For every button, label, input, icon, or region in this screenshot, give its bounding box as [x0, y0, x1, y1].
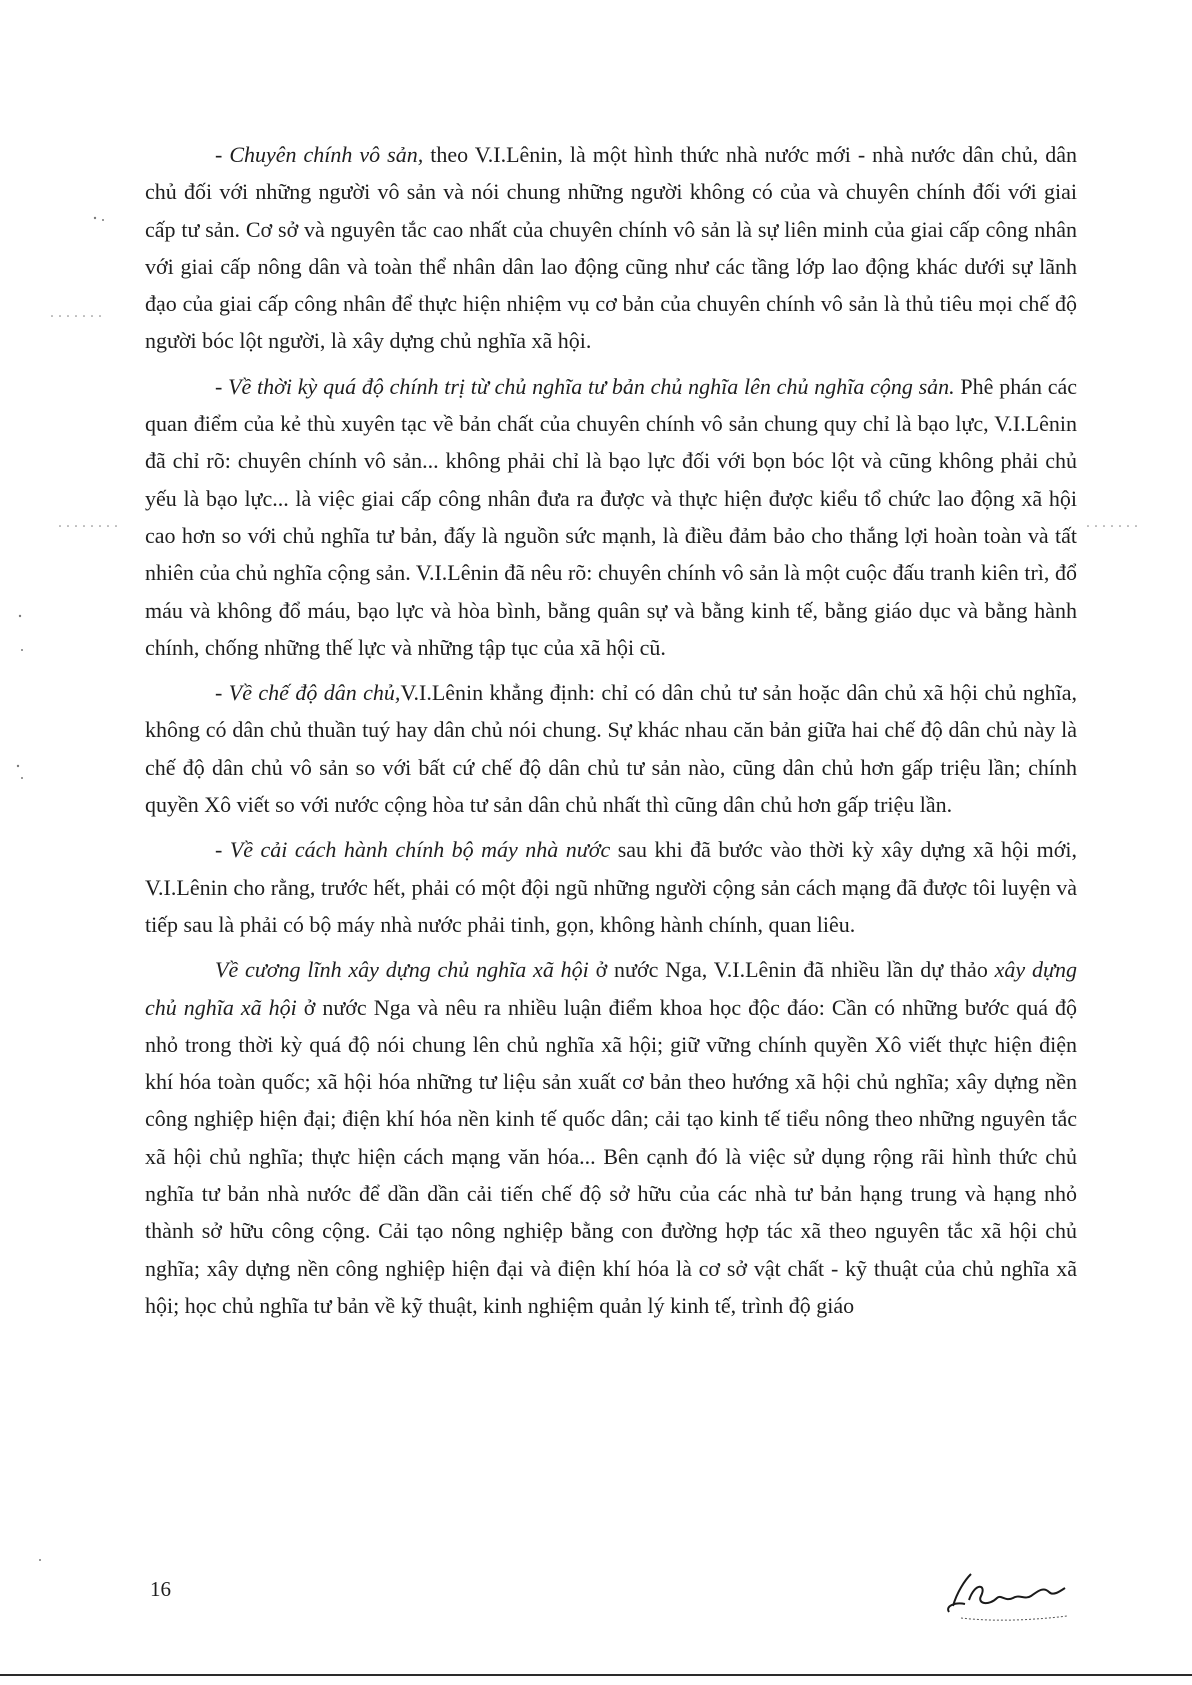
paragraph-socialist-program	[145, 951, 1077, 1324]
handwritten-signature-icon	[935, 1562, 1085, 1632]
paragraph-administrative-reform	[145, 831, 1077, 943]
italic-lead: Chuyên chính vô sản,	[229, 142, 424, 167]
scan-bottom-edge	[0, 1674, 1192, 1676]
paragraph-text: ở nước Nga, V.I.Lênin đã nhiều lần dự thảo	[588, 957, 995, 983]
italic-lead: Về chế độ dân chủ,	[228, 680, 401, 706]
page-number: 16	[150, 1577, 171, 1601]
paragraph-democracy	[145, 674, 1077, 823]
paragraph-text: V.I.Lênin khẳng định: chỉ có dân chủ tư sản hoặc dân chủ xã hội chủ nghĩa, không có dân chủ thuần tuý hay dân chủ nói chung. Sự khác nhau căn bản giữa hai chế độ dân chủ này là chế độ dân chủ vô sản so với bất cứ chế độ dân chủ tư sản nào, cũng dân chủ hơn gấp triệu lần; chính quyền Xô viết so với nước cộng hòa tư sản dân chủ nhất thì cũng dân chủ hơn gấp triệu lần.	[145, 680, 1078, 818]
paragraph-proletarian-dictatorship	[145, 136, 1077, 360]
paragraph-text: theo V.I.Lênin, là một hình thức nhà nước mới - nhà nước dân chủ, dân chủ đối với những người vô sản và nói chung những người không có của và chuyên chính đối với giai cấp tư sản. Cơ sở và nguyên tắc cao nhất của chuyên chính vô sản là sự liên minh của giai cấp công nhân với giai cấp nông dân và toàn thể nhân dân lao động cũng như các tầng lớp lao động khác dưới sự lãnh đạo của giai cấp công nhân để thực hiện nhiệm vụ cơ bản của chuyên chính vô sản là thủ tiêu mọi chế độ người bóc lột người, là xây dựng chủ nghĩa xã hội.	[145, 142, 1078, 354]
paragraph-text: ở nước Nga và nêu ra nhiều luận điểm khoa học độc đáo: Cần có những bước quá độ nhỏ trong thời kỳ quá độ nói chung lên chủ nghĩa xã hội; giữ vững chính quyền Xô viết thực hiện điện khí hóa toàn quốc; xã hội hóa những tư liệu sản xuất cơ bản theo hướng xã hội chủ nghĩa; xây dựng nền công nghiệp hiện đại; điện khí hóa nền kinh tế quốc dân; cải tạo kinh tế tiểu nông theo những nguyên tắc xã hội chủ nghĩa; thực hiện cách mạng văn hóa... Bên cạnh đó là việc sử dụng rộng rãi hình thức chủ nghĩa tư bản nhà nước để dần dần cải tiến chế độ sở hữu của các nhà tư bản hạng trung và hạng nhỏ thành sở hữu công cộng. Cải tạo nông nghiệp bằng con đường hợp tác xã theo nguyên tắc xã hội chủ nghĩa; xây dựng nền công nghiệp hiện đại và điện khí hóa là cơ sở vật chất - kỹ thuật của chủ nghĩa xã hội; học chủ nghĩa tư bản về kỹ thuật, kinh nghiệm quản lý kinh tế, trình độ giáo	[145, 994, 1077, 1318]
dash: -	[215, 837, 230, 863]
paragraph-text: sau khi đã bước vào thời kỳ xây dựng xã hội mới, V.I.Lênin cho rằng, trước hết, phải có một đội ngũ những người cộng sản cách mạng đã được tôi luyện và tiếp sau là phải có bộ máy nhà nước phải tinh, gọn, không hành chính, quan liêu.	[145, 837, 1078, 937]
dash: -	[215, 680, 229, 706]
dash: -	[215, 142, 230, 167]
body-text	[145, 136, 1077, 1332]
italic-phrase: xây dựng chủ nghĩa xã hội	[145, 957, 1077, 1020]
dash: -	[215, 373, 229, 399]
italic-lead: Về cương lĩnh xây dựng chủ nghĩa xã hội	[215, 957, 589, 983]
italic-lead: Về cải cách hành chính bộ máy nhà nước	[229, 837, 611, 863]
paragraph-text: Phê phán các quan điểm của kẻ thù xuyên tạc về bản chất của chuyên chính vô sản chung quy chỉ là bạo lực, V.I.Lênin đã chỉ rõ: chuyên chính vô sản... không phải chỉ là bạo lực đối với bọn bóc lột và cũng không phải chủ yếu là bạo lực... là việc giai cấp công nhân đưa ra được và thực hiện được kiểu tổ chức lao động xã hội cao hơn so với chủ nghĩa tư bản, đấy là nguồn sức mạnh, là điều đảm bảo cho thắng lợi hoàn toàn và tất nhiên của chủ nghĩa cộng sản. V.I.Lênin đã nêu rõ: chuyên chính vô sản là một cuộc đấu tranh kiên trì, đổ máu và không đổ máu, bạo lực và hòa bình, bằng quân sự và bằng kinh tế, bằng giáo dục và bằng hành chính, chống những thế lực và những tập tục của xã hội cũ.	[145, 373, 1078, 660]
italic-lead: Về thời kỳ quá độ chính trị từ chủ nghĩa tư bản chủ nghĩa lên chủ nghĩa cộng sản.	[228, 373, 955, 399]
paragraph-transition-period	[145, 368, 1077, 666]
